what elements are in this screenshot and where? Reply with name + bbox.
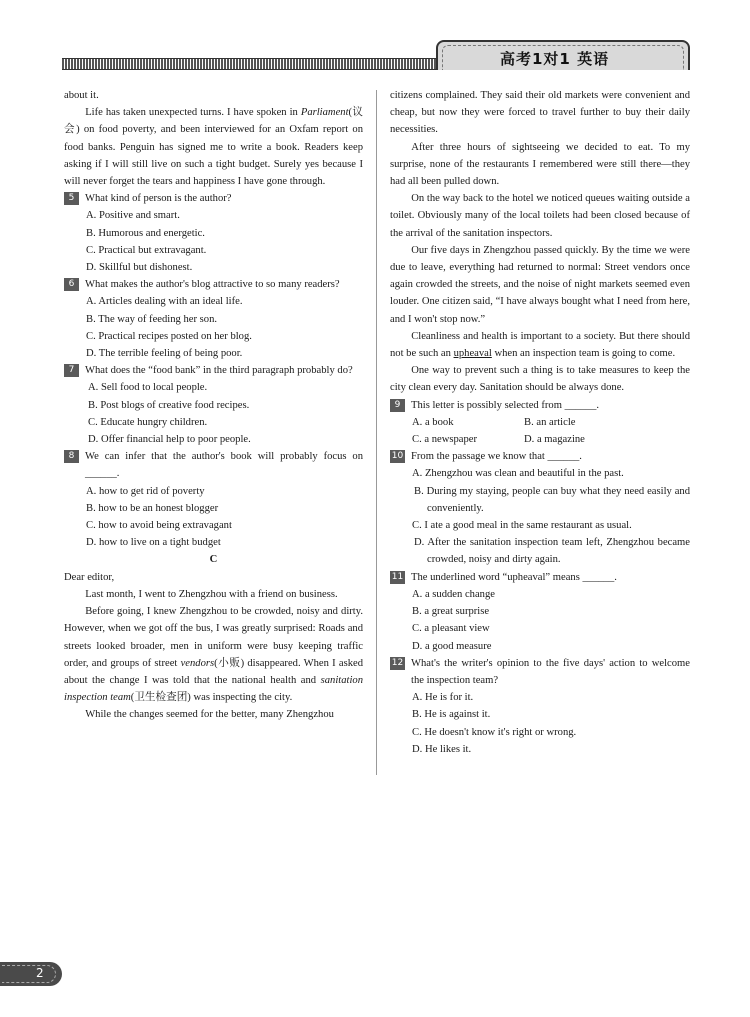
question-text: From the passage we know that ______. bbox=[411, 451, 582, 463]
option: A. a book bbox=[412, 416, 454, 428]
option: D. After the sanitation inspection team left, Zhengzhou became crowded, noisy and dirty again. bbox=[414, 537, 690, 566]
option: D. He likes it. bbox=[412, 743, 472, 755]
option: A. Positive and smart. bbox=[86, 210, 180, 222]
option: C. how to avoid being extravagant bbox=[86, 520, 232, 532]
option: B. Humorous and energetic. bbox=[86, 227, 205, 239]
option: C. Practical but extravagant. bbox=[86, 244, 207, 256]
salutation: Dear editor, bbox=[64, 571, 115, 583]
section-heading: C bbox=[209, 554, 218, 566]
option: D. a good measure bbox=[412, 640, 492, 652]
underlined-word: upheaval bbox=[453, 348, 492, 360]
text: Before going, I knew Zhengzhou to be crowded, noisy and dirty. However, when we got off the bus, I was greatly surprised: Roads and streets looked broader, men in uniform were busy keeping traffic order, and groups of street bbox=[64, 606, 363, 669]
question-text: What kind of person is the author? bbox=[85, 193, 232, 205]
question-text: What makes the author's blog attractive to so many readers? bbox=[85, 279, 340, 291]
option: B. Post blogs of creative food recipes. bbox=[88, 399, 250, 411]
option: A. Sell food to local people. bbox=[88, 382, 208, 394]
question-6 bbox=[64, 276, 363, 293]
option: B. The way of feeding her son. bbox=[86, 313, 218, 325]
question-number: 11 bbox=[391, 571, 404, 582]
question-number: 5 bbox=[64, 192, 79, 205]
question-10 bbox=[390, 448, 690, 465]
paragraph: about it. bbox=[64, 90, 99, 101]
paragraph: On the way back to the hotel we noticed queues waiting outside a toilet. Obviously many of the local toilets had been closed because of the arrival of the sanitation inspectors. bbox=[390, 193, 690, 239]
option: C. a pleasant view bbox=[412, 623, 490, 635]
question-11 bbox=[390, 569, 690, 586]
question-text: This letter is possibly selected from ______. bbox=[411, 399, 600, 411]
option: B. how to be an honest blogger bbox=[86, 502, 219, 514]
option: B. During my staying, people can buy what they need easily and conveniently. bbox=[414, 485, 690, 514]
option: D. The terrible feeling of being poor. bbox=[86, 348, 243, 360]
paragraph: Our five days in Zhengzhou passed quickly. By the time we were due to leave, everything had returned to normal: Street vendors once again crowded the streets, and the noise of night markets seemed even louder. One citizen said, “I have always bought what I need from here, and I won't stop now.” bbox=[390, 244, 690, 325]
option: C. a newspaper bbox=[412, 434, 478, 446]
text-italic: sanitation inspection team bbox=[64, 674, 363, 704]
option: A. Articles dealing with an ideal life. bbox=[86, 296, 243, 308]
text: Life has taken unexpected turns. I have spoken in bbox=[85, 107, 301, 119]
text-italic: vendors bbox=[180, 657, 215, 669]
paragraph: After three hours of sightseeing we decided to eat. To my surprise, none of the restaurants I remembered were still there—they had all been pulled down. bbox=[390, 141, 690, 188]
text: when an inspection team is going to come. bbox=[491, 348, 676, 360]
option: D. a magazine bbox=[524, 434, 585, 446]
paragraph: citizens complained. They said their old markets were convenient and cheap, but now they were forced to travel further to buy their daily necessities. bbox=[390, 90, 690, 136]
option: A. a sudden change bbox=[412, 588, 495, 600]
page-number-tab bbox=[0, 962, 62, 986]
option: D. Skillful but dishonest. bbox=[86, 262, 193, 274]
option: C. I ate a good meal in the same restaurant as usual. bbox=[412, 520, 632, 532]
paragraph bbox=[390, 328, 690, 362]
question-number: 9 bbox=[390, 399, 405, 412]
option: C. He doesn't know it's right or wrong. bbox=[412, 726, 577, 738]
option-row bbox=[390, 431, 690, 448]
text: (议会) on food poverty, and been interviewed for an Oxfam report on food banks. Penguin has signed me to write a book. Readers keep asking if I will still live on such a tight budget. Surely yes because I will never forget the tears and happiness I have gone through. bbox=[64, 107, 363, 188]
option: A. He is for it. bbox=[412, 692, 474, 704]
question-12 bbox=[390, 655, 690, 689]
question-8 bbox=[64, 448, 363, 482]
question-number: 12 bbox=[391, 657, 404, 668]
option: A. Zhengzhou was clean and beautiful in the past. bbox=[412, 468, 624, 480]
question-number: 10 bbox=[391, 451, 404, 462]
question-7 bbox=[64, 362, 363, 379]
question-number: 6 bbox=[64, 278, 79, 291]
question-5 bbox=[64, 190, 363, 207]
question-number: 7 bbox=[64, 364, 79, 377]
header-title: 高考1对1 英语 bbox=[500, 50, 610, 68]
option-row bbox=[390, 414, 690, 431]
option: D. Offer financial help to poor people. bbox=[88, 434, 251, 446]
right-column bbox=[390, 87, 690, 758]
paragraph: Last month, I went to Zhengzhou with a friend on business. bbox=[85, 588, 338, 600]
header-rule bbox=[62, 58, 442, 70]
question-9 bbox=[390, 397, 690, 414]
option: C. Practical recipes posted on her blog. bbox=[86, 330, 252, 342]
question-text: What's the writer's opinion to the five days' action to welcome the inspection team? bbox=[411, 657, 690, 686]
option: D. how to live on a tight budget bbox=[86, 537, 221, 549]
option: B. an article bbox=[524, 416, 576, 428]
option: A. how to get rid of poverty bbox=[86, 485, 205, 497]
question-text: What does the “food bank” in the third paragraph probably do? bbox=[85, 365, 353, 377]
text: (小贩) disappeared. When I asked about the change I was told that the national health and bbox=[64, 657, 364, 686]
left-column bbox=[64, 87, 363, 724]
paragraph: While the changes seemed for the better, many Zhengzhou bbox=[85, 709, 334, 721]
paragraph bbox=[64, 603, 363, 706]
question-text: We can infer that the author's book will probably focus on ______. bbox=[85, 451, 363, 480]
option: B. a great surprise bbox=[412, 606, 490, 618]
column-divider bbox=[376, 90, 377, 775]
text: (卫生检查团) was inspecting the city. bbox=[130, 692, 293, 704]
page-number: 2 bbox=[36, 966, 44, 980]
option: B. He is against it. bbox=[412, 709, 491, 721]
option: C. Educate hungry children. bbox=[88, 416, 208, 428]
paragraph bbox=[64, 104, 363, 190]
paragraph: One way to prevent such a thing is to take measures to keep the city clean every day. Sanitation should be always done. bbox=[390, 365, 690, 394]
text: Cleanliness and health is important to a society. But there should not be such an bbox=[390, 330, 690, 360]
question-text: The underlined word “upheaval” means ______. bbox=[411, 571, 617, 583]
text-italic: Parliament bbox=[300, 107, 349, 119]
question-number: 8 bbox=[64, 450, 79, 463]
